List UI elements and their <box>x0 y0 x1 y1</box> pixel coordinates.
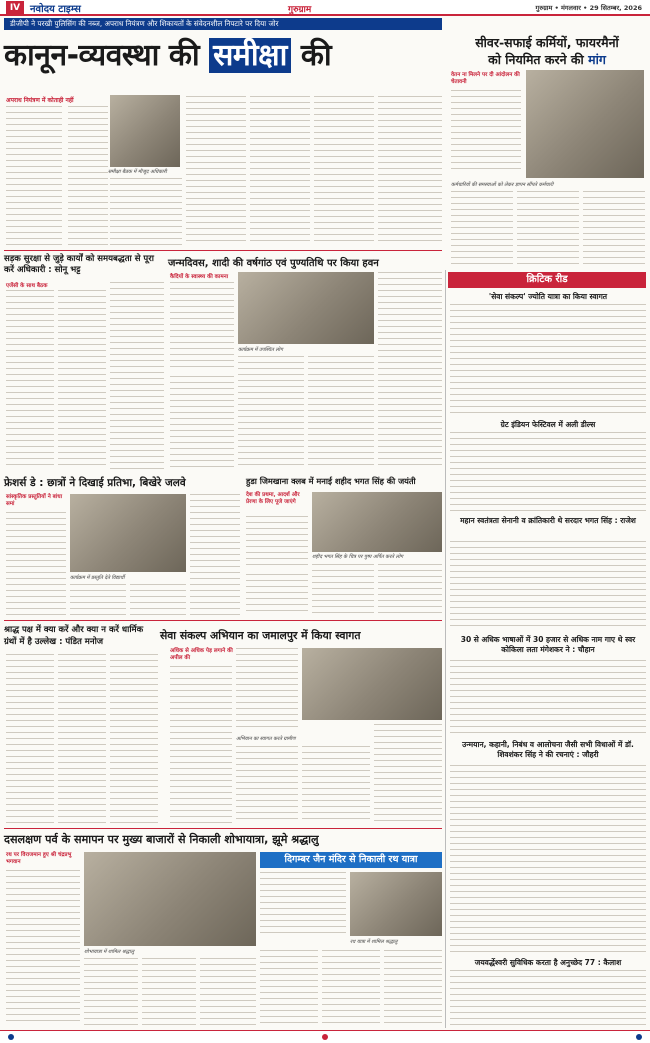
critic-item4-headline: 30 से अधिक भाषाओं में 30 हजार से अधिक नाम गाए थे स्वर कोकिला लता मंगेशकर ने : चौहान <box>460 635 636 654</box>
lead-text-col5 <box>250 96 310 246</box>
seva-photo <box>302 648 442 720</box>
lead-text-col1 <box>6 106 62 246</box>
sewer-photo-image <box>526 70 644 178</box>
hawan-text-col2 <box>238 356 304 470</box>
lead-text-col7 <box>378 96 442 246</box>
critic-read-banner: क्रिटिक रीड <box>448 272 646 288</box>
road-text-col2 <box>58 290 106 470</box>
lead-photo-image <box>110 95 180 167</box>
fresher-photo-image <box>70 494 186 572</box>
registration-dot <box>322 1034 328 1040</box>
huda-photo-image <box>312 492 442 552</box>
fresher-text-col1 <box>6 512 66 616</box>
huda-subhead: देश की प्रथमा, आदर्श और प्रेरणा के लिए पूजे जाएंगे <box>246 492 300 505</box>
rath-yatra-text-col2 <box>260 950 318 1026</box>
seva-photo-caption: अभियान का स्वागत करते ग्रामीण <box>236 736 296 742</box>
lead-headline <box>4 33 442 81</box>
rath-yatra-photo <box>350 872 442 936</box>
fresher-text-col3 <box>130 584 186 616</box>
shraddha-headline: श्राद्ध पक्ष में क्या करें और क्या न करें धार्मिक ग्रंथों में है उल्लेख : पंडित मनोज <box>4 625 144 647</box>
fresher-text-col4 <box>190 494 240 616</box>
critic-item1-headline: 'सेवा संकल्प' ज्योति यात्रा का किया स्वागत <box>488 292 608 301</box>
shraddha-text-col3 <box>110 654 158 824</box>
road-headline: सड़क सुरक्षा से जुड़े कार्यों को समयबद्धता से पूरा करें अधिकारी : सोनू भट्ट <box>4 254 154 275</box>
seva-text-col5 <box>374 724 442 824</box>
dateline: गुरुग्राम • मंगलवार • 29 सितम्बर, 2026 <box>535 4 642 12</box>
sewer-subhead: वेतन ना मिलने पर दी आंदोलन की चेतावनी <box>451 72 520 85</box>
critic-item2-text <box>450 432 646 512</box>
sewer-headline <box>448 34 646 68</box>
fresher-photo <box>70 494 186 572</box>
seva-text-col3 <box>236 746 298 824</box>
rath-yatra-photo-caption: रथ यात्रा में शामिल श्रद्धालु <box>350 939 398 945</box>
lead-text-col6 <box>314 96 374 246</box>
sewer-text-col2 <box>451 191 513 267</box>
dashlakshan-text-col2 <box>84 958 138 1026</box>
divider <box>4 828 442 829</box>
lead-text-col4 <box>186 96 246 246</box>
seva-photo-image <box>302 648 442 720</box>
critic-item6-text <box>450 970 646 1026</box>
lead-strap: डीजीपी ने परखी पुलिसिंग की नब्ज, अपराध नियंत्रण और शिकायतों के संवेदनशील निपटारे पर दिया जोर <box>4 18 442 30</box>
dashlakshan-text-col3 <box>142 958 196 1026</box>
dashlakshan-text-col1 <box>6 870 80 1026</box>
sewer-headline-line2 <box>448 51 646 68</box>
sewer-headline-line2-part: को नियमित करने की <box>488 52 589 67</box>
masthead <box>0 0 650 16</box>
lead-text-col3 <box>110 178 182 246</box>
brand-name: नवोदय टाइम्स <box>30 4 81 15</box>
critic-item2-headline: ग्रेट इंडियन फेस्टिवल में अली डील्स <box>500 420 596 429</box>
huda-text-col2 <box>246 574 308 616</box>
huda-headline: हुडा जिमखाना क्लब में मनाई शहीद भगत सिंह की जयंती <box>246 476 416 486</box>
huda-text-col4 <box>378 564 442 616</box>
seva-text-col2 <box>236 648 298 732</box>
jain-rath-yatra-box: दिगम्बर जैन मंदिर से निकाली रथ यात्रा <box>260 852 442 868</box>
road-subhead: एजेंसी के साथ बैठक <box>6 283 48 289</box>
lead-headline-highlight: समीक्षा <box>209 38 291 73</box>
lead-headline-part1: कानून-व्यवस्था की <box>4 38 210 73</box>
registration-dot <box>636 1034 642 1040</box>
page-number: IV <box>6 1 24 15</box>
dashlakshan-photo <box>84 852 256 946</box>
hawan-text-col5 <box>170 376 234 470</box>
page-footer <box>0 1030 650 1043</box>
lead-headline-part2: की <box>290 38 332 73</box>
critic-item1-text <box>450 304 646 416</box>
lead-text-col2 <box>68 106 108 246</box>
dashlakshan-headline: दसलक्षण पर्व के समापन पर मुख्य बाजारों से निकाली शोभायात्रा, झूमे श्रद्धालु <box>4 833 319 846</box>
hawan-headline: जन्मदिवस, शादी की वर्षगांठ एवं पुण्यतिथि पर किया हवन <box>168 258 379 269</box>
fresher-text-col2 <box>70 584 126 616</box>
shraddha-text-col2 <box>58 654 106 824</box>
sewer-photo <box>526 70 644 178</box>
sewer-headline-line1: सीवर-सफाई कर्मियों, फायरमैनों <box>475 35 619 50</box>
road-text-col3 <box>110 282 164 470</box>
critic-item4-text <box>450 660 646 736</box>
fresher-photo-caption: कार्यक्रम में प्रस्तुति देते विद्यार्थी <box>70 575 125 581</box>
dashlakshan-text-col4 <box>200 958 256 1026</box>
rath-yatra-text-col3 <box>322 950 380 1026</box>
hawan-subhead: कैदियों के स्वास्थ्य की कामना <box>170 274 229 280</box>
fresher-headline: फ्रेशर्स डे : छात्रों ने दिखाई प्रतिभा, बिखेरे जलवे <box>4 477 186 489</box>
hawan-photo <box>238 272 374 344</box>
sewer-text-col3 <box>517 191 579 267</box>
critic-item5-text <box>450 765 646 955</box>
lead-photo <box>110 95 180 167</box>
critic-item5-headline: उन्मयान, कहानी, निबंध व आलोचना जैसी सभी विधाओं में डॉ. शिवशंकर सिंह ने की रचनाएं : जौहरी <box>462 740 634 759</box>
seva-text-col1 <box>170 666 232 824</box>
divider <box>4 620 442 621</box>
lead-subhead: अपराध नियंत्रण में कोताही नहीं <box>6 97 74 104</box>
huda-text-col3 <box>312 564 374 616</box>
road-text-col1 <box>6 290 54 470</box>
rath-yatra-text-col1 <box>260 872 346 936</box>
section-name: गुरुग्राम <box>288 5 312 15</box>
seva-headline: सेवा संकल्प अभियान का जमालपुर में किया स्वागत <box>160 629 361 642</box>
dashlakshan-photo-caption: शोभायात्रा में शामिल श्रद्धालु <box>84 949 135 955</box>
seva-text-col4 <box>302 746 370 824</box>
sewer-text-col1 <box>451 90 521 170</box>
critic-item3-headline: महान स्वतंत्रता सेनानी व क्रांतिकारी थे सरदार भगत सिंह : राजेश <box>460 516 636 525</box>
hawan-text-col4 <box>378 272 442 470</box>
divider <box>4 250 442 251</box>
hawan-text-col3 <box>308 356 374 470</box>
hawan-photo-caption: कार्यक्रम में उपस्थित लोग <box>238 347 283 353</box>
sewer-text-col4 <box>583 191 645 267</box>
fresher-subhead: सांस्कृतिक प्रस्तुतियों ने बांधा समां <box>6 494 63 507</box>
huda-photo <box>312 492 442 552</box>
column-divider <box>445 270 446 1028</box>
rath-yatra-photo-image <box>350 872 442 936</box>
lead-photo-caption: समीक्षा बैठक में मौजूद अधिकारी <box>108 169 167 175</box>
critic-item3-text <box>450 541 646 631</box>
hawan-text-col1 <box>170 282 234 372</box>
dashlakshan-subhead: रथ पर विराजमान हुए श्री चंद्रप्रभु भगवान <box>6 852 72 865</box>
dashlakshan-photo-image <box>84 852 256 946</box>
huda-text-col1 <box>246 516 308 570</box>
hawan-photo-image <box>238 272 374 344</box>
rath-yatra-text-col4 <box>384 950 442 1026</box>
seva-subhead: अधिक से अधिक पेड़ लगाने की अपील की <box>170 648 233 661</box>
critic-item6-headline: जयवर्द्धेश्वरी सुविधिक करता है अनुच्छेद 77 : कैलाश <box>474 958 622 967</box>
sewer-photo-caption: कर्मचारियों की समस्याओं को लेकर ज्ञापन सौंपते कर्मचारी <box>451 182 554 188</box>
huda-photo-caption: शहीद भगत सिंह के चित्र पर पुष्प अर्पित करते लोग <box>312 554 404 560</box>
shraddha-text-col1 <box>6 654 54 824</box>
registration-dot <box>8 1034 14 1040</box>
sewer-headline-line2-blue: मांग <box>588 52 606 67</box>
